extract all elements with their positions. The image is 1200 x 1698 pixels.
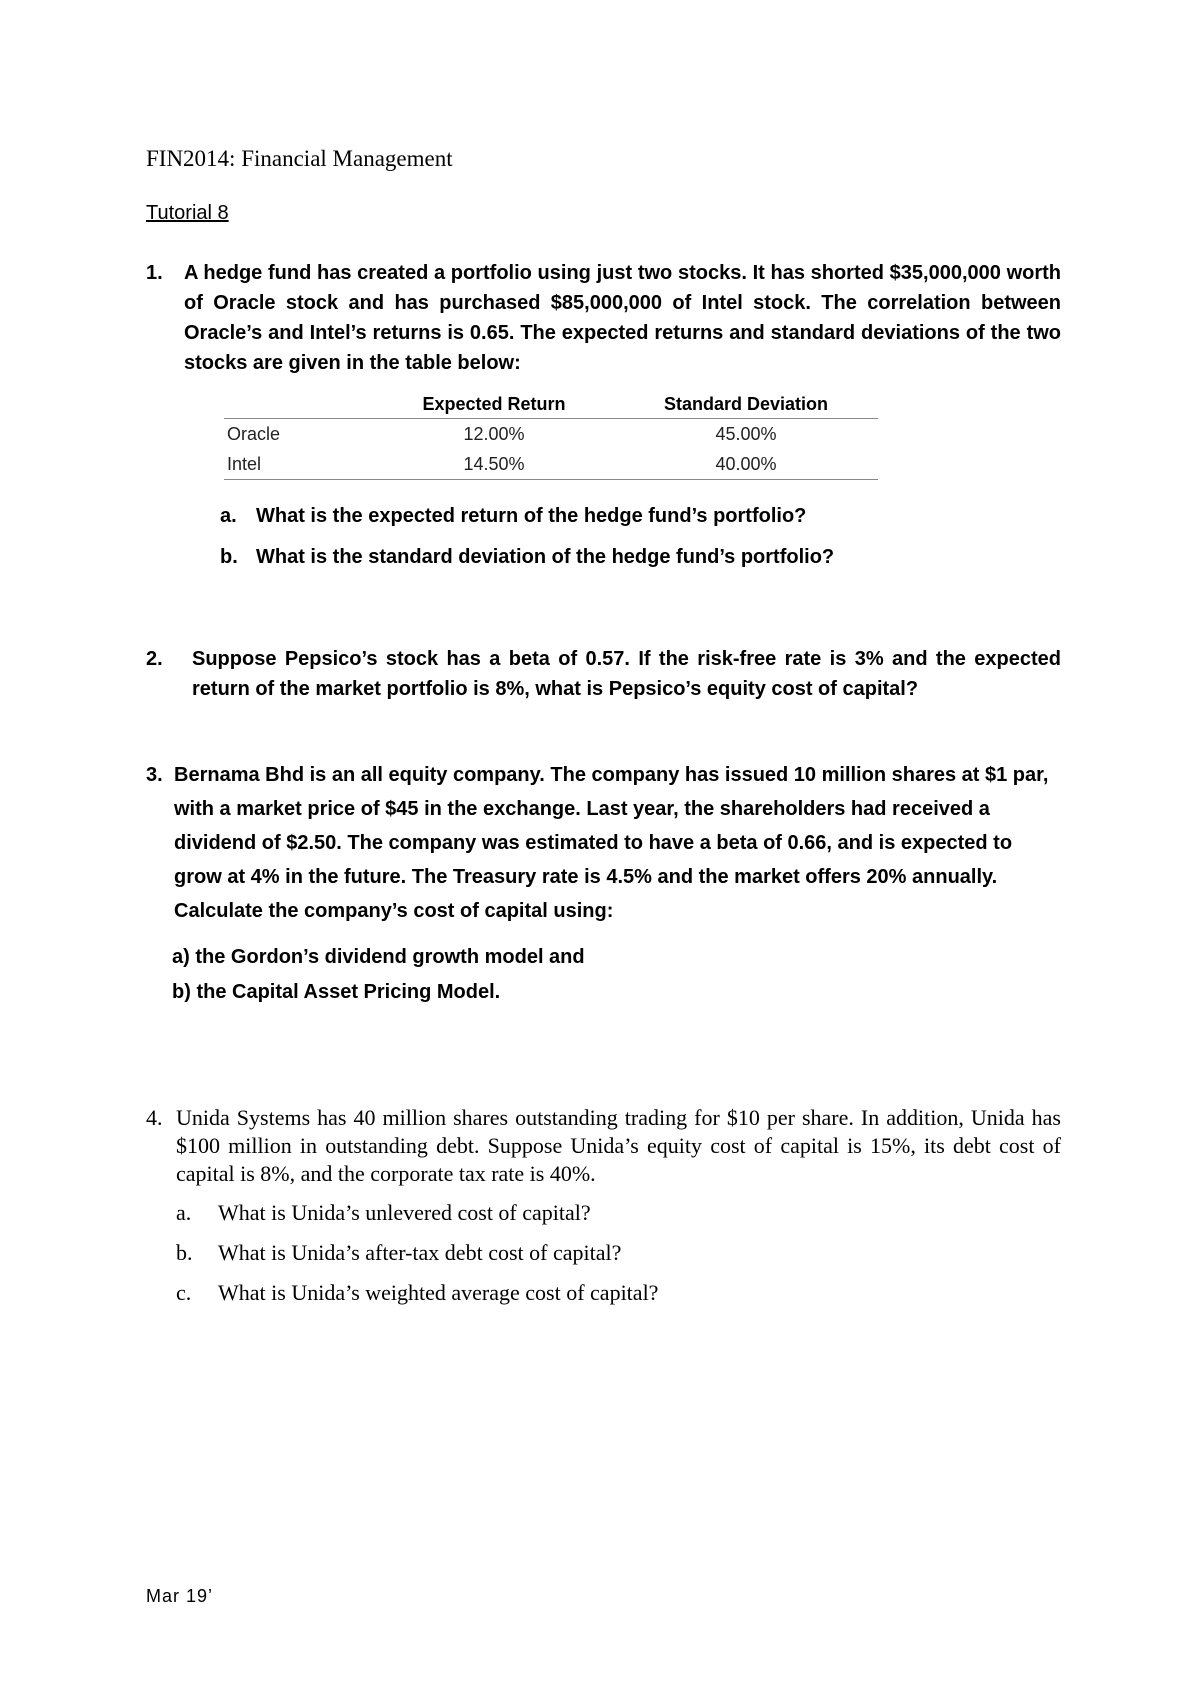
table-header-row bbox=[224, 390, 878, 419]
part-letter: a. bbox=[176, 1200, 192, 1225]
part-letter: a) bbox=[172, 946, 190, 968]
table-cell: Intel bbox=[224, 449, 374, 480]
table-cell: 45.00% bbox=[715, 423, 777, 444]
question-4 bbox=[146, 1104, 1061, 1188]
table-cell: 12.00% bbox=[463, 423, 525, 444]
question-3 bbox=[146, 758, 1061, 928]
table-header-cell bbox=[224, 390, 374, 419]
part-text: What is Unida’s unlevered cost of capital? bbox=[218, 1200, 591, 1225]
question-number: 2. bbox=[146, 648, 163, 670]
table-cell: 14.50% bbox=[374, 449, 614, 480]
table-cell: 40.00% bbox=[614, 449, 878, 480]
question-3-parts bbox=[172, 946, 585, 1016]
question-4-parts bbox=[176, 1200, 658, 1320]
part-letter: b. bbox=[220, 546, 238, 568]
list-item bbox=[176, 1200, 658, 1240]
footer-date: Mar 19’ bbox=[146, 1586, 214, 1606]
question-1-parts bbox=[220, 505, 834, 587]
part-text: What is the expected return of the hedge fund’s portfolio? bbox=[256, 505, 807, 527]
part-text: the Capital Asset Pricing Model. bbox=[196, 981, 501, 1003]
part-letter: b. bbox=[176, 1240, 193, 1265]
table-header-cell: Standard Deviation bbox=[614, 390, 878, 419]
list-item bbox=[176, 1240, 658, 1280]
part-text: What is Unida’s after-tax debt cost of capital? bbox=[218, 1240, 622, 1265]
question-number: 4. bbox=[146, 1105, 163, 1130]
question-text: Unida Systems has 40 million shares outstanding trading for $10 per share. In addition, Unida has $100 million in outstanding debt. Suppose Unida’s equity cost of capital is 15%, its debt cost of capital is 8%, and the corporate tax rate is 40%. bbox=[176, 1105, 1061, 1186]
returns-table bbox=[224, 390, 878, 480]
question-1 bbox=[146, 258, 1061, 378]
part-letter: c. bbox=[176, 1280, 192, 1305]
list-item bbox=[172, 946, 585, 981]
tutorial-heading: Tutorial 8 bbox=[146, 202, 229, 224]
question-number: 1. bbox=[146, 262, 163, 284]
question-2 bbox=[146, 644, 1061, 704]
question-text: Suppose Pepsico’s stock has a beta of 0.57. If the risk-free rate is 3% and the expected return of the market portfolio is 8%, what is Pepsico’s equity cost of capital? bbox=[192, 648, 1061, 700]
table-header-cell: Expected Return bbox=[374, 390, 614, 419]
table-row bbox=[224, 449, 878, 480]
list-item bbox=[176, 1280, 658, 1320]
part-letter: b) bbox=[172, 981, 191, 1003]
course-title: FIN2014: Financial Management bbox=[146, 146, 453, 171]
part-letter: a. bbox=[220, 505, 237, 527]
list-item bbox=[220, 546, 834, 587]
question-text: Bernama Bhd is an all equity company. The company has issued 10 million shares at $1 par, with a market price of $45 in the exchange. Last year, the shareholders had received a dividend of $2.50. The company was estimated to have a beta of 0.66, and is expected to grow at 4% in the future. The Treasury rate is 4.5% and the market offers 20% annually. Calculate the company’s cost of capital using: bbox=[174, 764, 1049, 922]
question-text: A hedge fund has created a portfolio using just two stocks. It has shorted $35,000,000 worth of Oracle stock and has purchased $85,000,000 of Intel stock. The correlation between Oracle’s and Intel’s returns is 0.65. The expected returns and standard deviations of the two stocks are given in the table below: bbox=[184, 262, 1061, 374]
part-text: What is Unida’s weighted average cost of capital? bbox=[218, 1280, 659, 1305]
list-item bbox=[172, 981, 585, 1016]
question-number: 3. bbox=[146, 764, 163, 786]
table-row bbox=[224, 419, 878, 450]
part-text: What is the standard deviation of the hedge fund’s portfolio? bbox=[256, 546, 835, 568]
table-cell: Oracle bbox=[227, 423, 281, 444]
list-item bbox=[220, 505, 834, 546]
part-text: the Gordon’s dividend growth model and bbox=[195, 946, 585, 968]
